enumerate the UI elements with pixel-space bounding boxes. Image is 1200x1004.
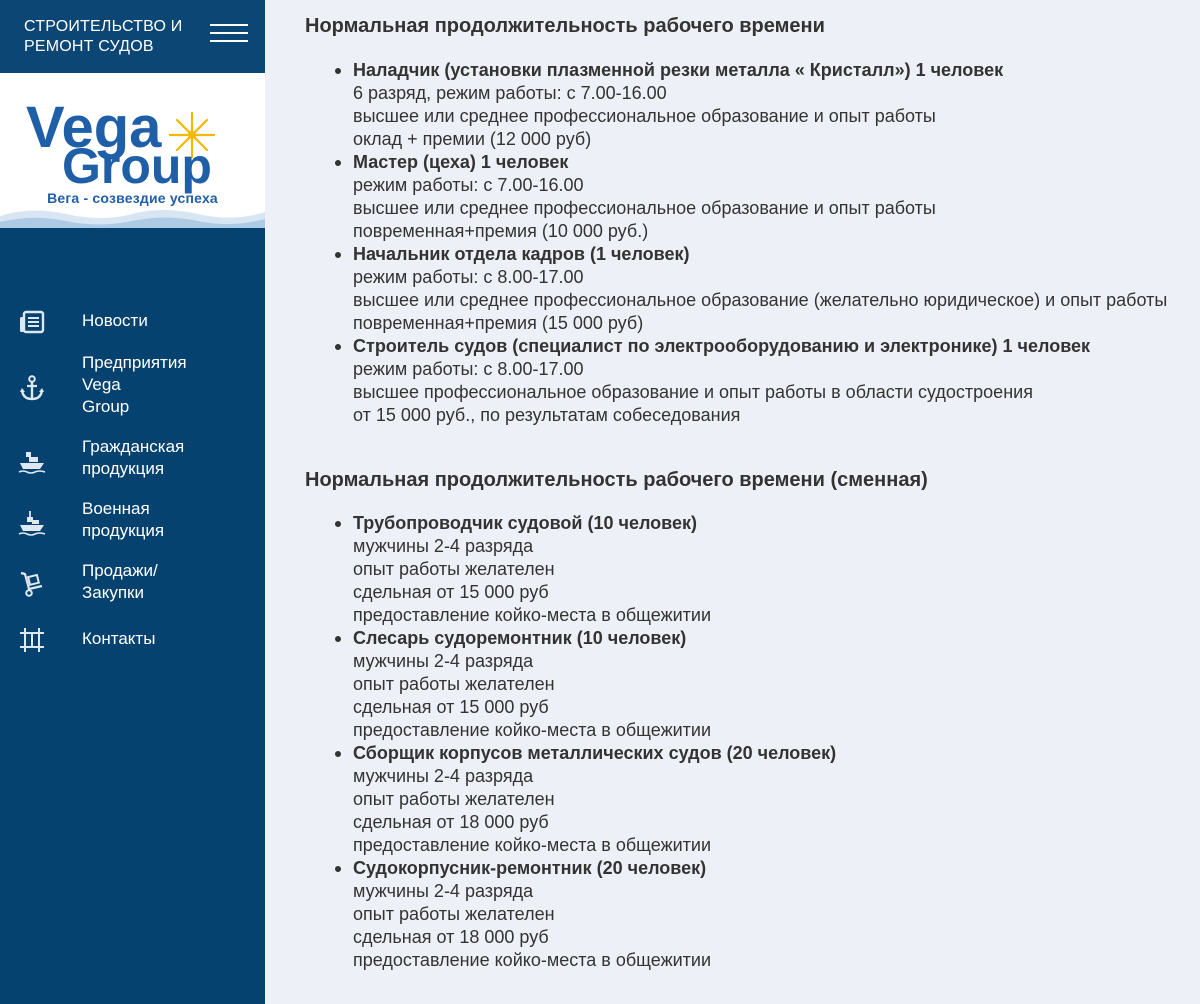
- job-detail: опыт работы желателен: [353, 559, 555, 579]
- job-detail: высшее профессиональное образование и опыт работы в области судостроения: [353, 382, 1033, 402]
- job-item: [305, 627, 1185, 742]
- nav-label-news: Новости: [82, 311, 148, 330]
- job-detail: высшее или среднее профессиональное образование (желательно юридическое) и опыт работы: [353, 290, 1168, 310]
- site-title[interactable]: СТРОИТЕЛЬСТВО И РЕМОНТ СУДОВ: [24, 18, 183, 55]
- job-title: Строитель судов (специалист по электрооборудованию и электронике) 1 человек: [353, 336, 1091, 356]
- job-detail: повременная+премия (15 000 руб): [353, 313, 644, 333]
- anchor-icon: [18, 374, 46, 402]
- svg-text:Vega: Vega: [26, 95, 162, 160]
- job-detail: мужчины 2-4 разряда: [353, 536, 534, 556]
- nav-item-news[interactable]: [0, 308, 265, 336]
- job-item: [305, 59, 1185, 151]
- job-detail: опыт работы желателен: [353, 789, 555, 809]
- job-detail: 6 разряд, режим работы: с 7.00-16.00: [353, 83, 667, 103]
- job-title: Мастер (цеха) 1 человек: [353, 152, 569, 172]
- warship-icon: [18, 508, 46, 536]
- job-detail: предоставление койко-места в общежитии: [353, 720, 712, 740]
- job-title: Наладчик (установки плазменной резки металла « Кристалл») 1 человек: [353, 60, 1004, 80]
- job-title: Судокорпусник-ремонтник (20 человек): [353, 858, 707, 878]
- hamburger-icon[interactable]: [210, 24, 248, 44]
- job-list: [305, 512, 1185, 972]
- section-title: Нормальная продолжительность рабочего времени (сменная): [305, 469, 928, 491]
- job-title: Сборщик корпусов металлических судов (20 человек): [353, 743, 837, 763]
- site-header: [0, 0, 265, 73]
- job-detail: режим работы: с 8.00-17.00: [353, 267, 584, 287]
- job-detail: сдельная от 15 000 руб: [353, 582, 549, 602]
- nav-label-civil-products: Гражданская продукция: [82, 437, 185, 478]
- job-detail: мужчины 2-4 разряда: [353, 881, 534, 901]
- network-icon: [18, 626, 46, 654]
- nav-item-enterprises[interactable]: [0, 352, 265, 422]
- job-detail: от 15 000 руб., по результатам собеседования: [353, 405, 741, 425]
- hand-truck-icon: [18, 570, 46, 598]
- job-detail: оклад + премии (12 000 руб): [353, 129, 592, 149]
- nav-label-sales-purchases: Продажи/ Закупки: [82, 561, 158, 602]
- job-detail: режим работы: с 7.00-16.00: [353, 175, 584, 195]
- sidebar: [0, 0, 265, 1004]
- job-detail: мужчины 2-4 разряда: [353, 651, 534, 671]
- logo-tagline: Вега - созвездие успеха: [47, 190, 218, 206]
- job-item: [305, 151, 1185, 243]
- nav-item-contacts[interactable]: [0, 626, 265, 654]
- job-detail: предоставление койко-места в общежитии: [353, 835, 712, 855]
- job-item: [305, 857, 1185, 972]
- job-detail: опыт работы желателен: [353, 904, 555, 924]
- job-title: Слесарь судоремонтник (10 человек): [353, 628, 687, 648]
- job-detail: сдельная от 18 000 руб: [353, 812, 549, 832]
- nav-label-enterprises: Предприятия Vega Group: [82, 353, 187, 416]
- newspaper-icon: [18, 308, 46, 336]
- job-detail: высшее или среднее профессиональное образование и опыт работы: [353, 198, 936, 218]
- job-detail: режим работы: с 8.00-17.00: [353, 359, 584, 379]
- nav-item-military-products[interactable]: [0, 498, 265, 546]
- job-list: [305, 59, 1185, 427]
- job-detail: предоставление койко-места в общежитии: [353, 605, 712, 625]
- job-detail: мужчины 2-4 разряда: [353, 766, 534, 786]
- nav-label-contacts: Контакты: [82, 629, 156, 648]
- job-item: [305, 335, 1185, 427]
- logo[interactable]: [0, 73, 265, 228]
- svg-text:Group: Group: [62, 138, 212, 194]
- job-detail: опыт работы желателен: [353, 674, 555, 694]
- nav-item-civil-products[interactable]: [0, 436, 265, 484]
- job-item: [305, 243, 1185, 335]
- job-detail: высшее или среднее профессиональное образование и опыт работы: [353, 106, 936, 126]
- ship-icon: [18, 446, 46, 474]
- nav-item-sales-purchases[interactable]: [0, 560, 265, 608]
- job-item: [305, 742, 1185, 857]
- nav-label-military-products: Военная продукция: [82, 499, 165, 540]
- job-detail: сдельная от 18 000 руб: [353, 927, 549, 947]
- job-detail: предоставление койко-места в общежитии: [353, 950, 712, 970]
- job-detail: сдельная от 15 000 руб: [353, 697, 549, 717]
- job-title: Начальник отдела кадров (1 человек): [353, 244, 690, 264]
- section-title: Нормальная продолжительность рабочего времени: [305, 15, 825, 37]
- job-item: [305, 512, 1185, 627]
- job-title: Трубопроводчик судовой (10 человек): [353, 513, 697, 533]
- job-detail: повременная+премия (10 000 руб.): [353, 221, 649, 241]
